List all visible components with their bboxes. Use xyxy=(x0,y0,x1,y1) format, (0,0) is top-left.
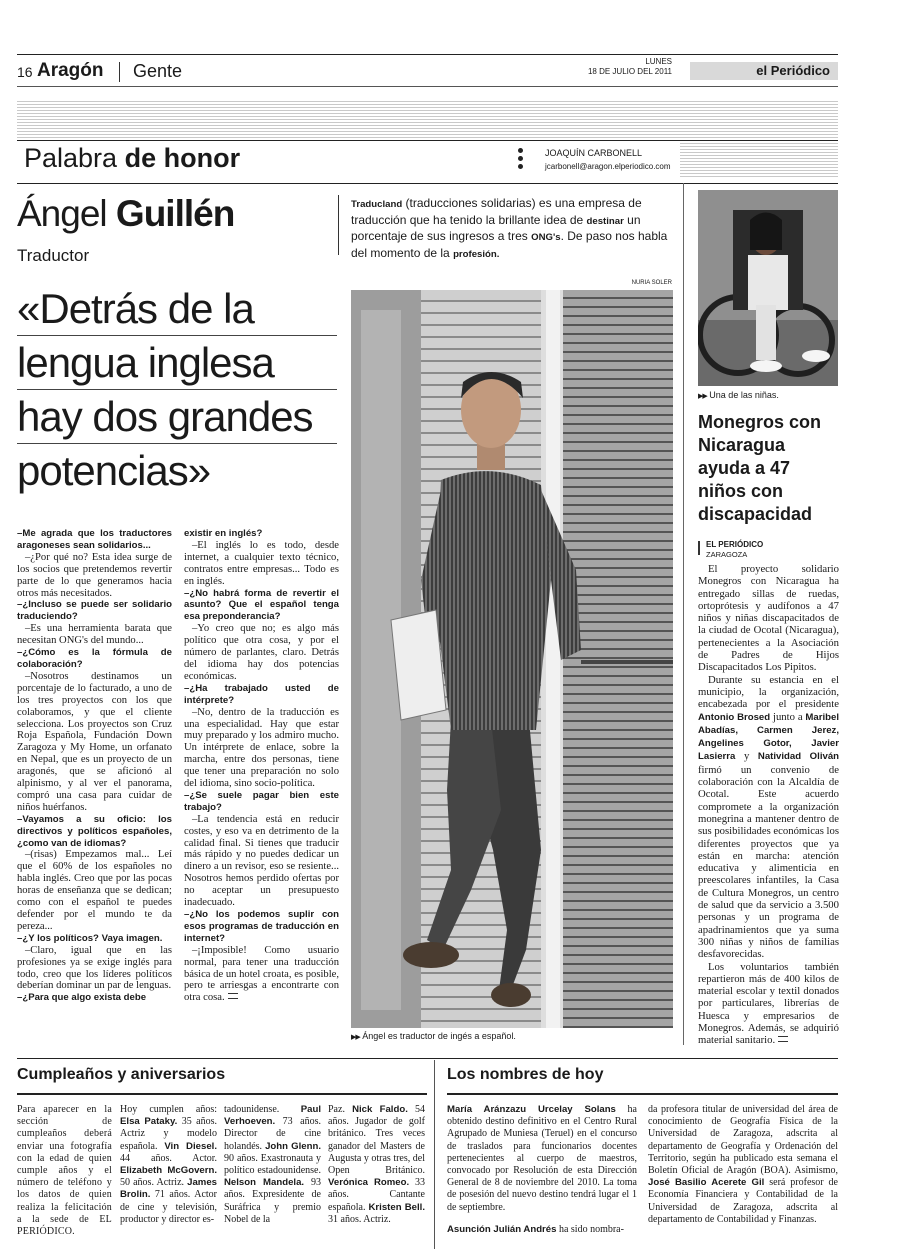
text-run: ha obtenido destino definitivo en el Centro Rural Agrupado de Muniesa (Teruel) en el concurso de traslados para funcionarios docentes pertenecientes al cuerpo de maestros, convocado por Resolución de esta Dirección General de 8 de noviembre del 2010. La toma de posesión del nuevo destino tendrá lugar el 1 de septiembre. xyxy=(447,1104,637,1213)
bold-name: Asunción Julián Andrés xyxy=(447,1223,557,1235)
text-run: . De paso nos habla del momento de la xyxy=(351,229,668,260)
text-run: 33 años. Cantante española. xyxy=(328,1177,425,1213)
interview-column-2 xyxy=(184,528,339,1043)
sidebar-place: ZARAGOZA xyxy=(706,550,748,559)
text-run: un porcentaje de sus ingresos a tres xyxy=(351,212,641,244)
sidebar-photo xyxy=(698,190,838,386)
headline-line-2: lengua inglesa xyxy=(17,337,337,390)
answer: –Yo creo que no; es algo más político que otra cosa, y por el número de parlantes, claro. Detrás del idioma hay dos potencias económicas. xyxy=(184,623,339,682)
bold-name: Nelson Mandela. xyxy=(224,1177,305,1189)
text-run: 44 años. Actor. xyxy=(120,1152,217,1164)
birthdays-intro: Para aparecer en la sección de cumpleaños deberá enviar una fotografía con la edad de quien cumple años y el número de teléfono y los datos de quien realiza la felicitación a la sede de EL PERIÓDICO. xyxy=(17,1104,112,1238)
column-email: jcarbonell@aragon.elperiodico.com xyxy=(545,162,671,171)
section-name: Aragón xyxy=(37,60,104,81)
text-run: 54 años. Jugador de golf británico. Tres veces ganador del Masters de Augusta y otras tres, del Open Británico. xyxy=(328,1104,425,1177)
birthdays-rule xyxy=(17,1093,427,1095)
bottom-divider xyxy=(434,1060,435,1249)
column-title-light: Palabra xyxy=(24,143,118,173)
question: –Me agrada que los traductores aragoneses sean solidarios... xyxy=(17,528,172,551)
birthdays-column-2 xyxy=(120,1104,217,1226)
bold-name: Elizabeth McGovern. xyxy=(120,1165,217,1177)
bold-name: Nick Faldo. xyxy=(352,1104,408,1115)
text-run: 73 años. Director de cine holandés. xyxy=(224,1116,321,1152)
paragraph xyxy=(328,1104,425,1226)
question: –¿Incluso se puede ser solidario traduciendo? xyxy=(17,599,172,623)
sidebar-rule xyxy=(683,183,684,1045)
bold-name: John Glenn. xyxy=(265,1140,322,1152)
last-name: Guillén xyxy=(115,193,235,234)
text-run: junto a xyxy=(770,710,806,723)
text-run: da profesora titular de universidad del área de conocimiento de Geografía Física de la Universidad de Zaragoza, adscrita al departamento de Geografía y Ordenación del Territorio, según ha publicado esta semana el Boletín Oficial de Aragón (BOA). Asimismo, xyxy=(648,1104,838,1177)
names-column-1 xyxy=(447,1104,637,1236)
text-run: Hoy cumplen años: xyxy=(120,1104,217,1115)
paragraph xyxy=(120,1104,217,1226)
main-photo-caption xyxy=(351,1031,673,1041)
headline-line-3: hay dos grandes xyxy=(17,391,337,444)
bold-name: Antonio Brosed xyxy=(698,711,771,723)
text-run: Durante su estancia en el municipio, la organización, encabezada por el presidente xyxy=(698,673,839,711)
intro-rule xyxy=(338,195,339,255)
main-photo-caption-text: Ángel es traductor de ingés a español. xyxy=(362,1031,516,1041)
header-day: LUNES xyxy=(645,57,672,66)
question: –¿Se suele pagar bien este trabajo? xyxy=(184,789,339,813)
sidebar-photo-caption xyxy=(698,390,838,400)
header-hatch xyxy=(17,100,838,140)
text-run: 50 años. Actriz. xyxy=(120,1177,188,1189)
bold-name: María Aránzazu Urcelay Solans xyxy=(447,1104,616,1115)
question: –¿Para que algo exista debe xyxy=(17,992,147,1004)
source-marker xyxy=(698,541,700,555)
sidebar-photo-caption-text: Una de las niñas. xyxy=(709,390,779,400)
main-photo xyxy=(351,290,673,1028)
answer: –La tendencia está en reducir costes, y eso va en detrimento de la calidad final. Si tienes que traducir más rápido y no puedes dedicar un dinero a un revisor, eso se resiente... Nosotros hemos perdido ofertas por no aceptar un presupuesto inadecuado. xyxy=(184,813,339,909)
names-rule xyxy=(447,1093,838,1095)
text-run: 35 años. Actriz y modelo española. xyxy=(120,1116,217,1152)
question: –¿No habrá forma de revertir el asunto? Que el español tenga esa preponderancia? xyxy=(184,587,339,623)
headline-line-4: potencias» xyxy=(17,447,211,494)
paragraph xyxy=(648,1104,838,1226)
bold-name: Maribel Abadías, Carmen Jerez, Angelines Gotor, Javier Lasierra xyxy=(698,711,840,763)
answer: –No, dentro de la traducción es una especialidad. Hay que estar muy preparado y los admiro mucho. Un intérprete de enlace, sobre la marcha, entre dos personas, tiene que tener una preparación no solo del idioma, sino socio-política. xyxy=(184,706,339,790)
question: –¿No los podemos suplir con esos programas de traducción en internet? xyxy=(184,909,339,944)
sidebar-caption-arrow-icon: ▶▶ xyxy=(698,393,707,400)
bold-name: Natividad Oliván xyxy=(757,751,840,763)
paragraph xyxy=(698,961,839,1047)
bold-name: Traducland xyxy=(351,199,403,210)
text-run: 93 años. Expresidente de Suráfrica y premio Nobel de la xyxy=(224,1177,322,1225)
page-number: 16 xyxy=(17,64,33,80)
text-run: y xyxy=(735,750,758,763)
answer: –Es una herramienta barata que necesitan ONG's del mundo... xyxy=(17,623,172,647)
bold-name: profesión. xyxy=(453,248,500,260)
bold-name: Kristen Bell. xyxy=(368,1201,425,1213)
bold-name: destinar xyxy=(586,215,624,227)
bold-name: Vin Diesel. xyxy=(164,1140,217,1152)
paragraph xyxy=(698,563,839,674)
answer: –El inglés lo es todo, desde internet, a cualquier texto técnico, contratos entre empresas... Todo es en inglés. xyxy=(184,539,339,587)
question: –¿Ha trabajado usted de intérprete? xyxy=(184,682,339,706)
bold-name: Verónica Romeo. xyxy=(328,1177,410,1189)
interviewee-name xyxy=(17,193,234,235)
bold-name: Paul Verhoeven. xyxy=(224,1104,321,1128)
text-run: firmó un convenio de colaboración con la Alcaldía de Ocotal. Este acuerdo compromete a la organización monegrina a mantener dentro de sus posibilidades económicas los diferentes proyectos que ya están en marcha: atención educativa y alimenticia en preescolares infantiles, la Casa de Cultura Monegros, un centro de salud que da servicio a 3.500 personas y un programa de apadrinamientos que ya suma 300 niñas y niños de familias desfavorecidas. xyxy=(698,763,839,961)
text-run: 31 años. Actriz. xyxy=(328,1213,391,1225)
newspaper-logo: el Periódico xyxy=(756,63,830,78)
answer: –¿Por qué no? Esta idea surge de los socios que pretendemos revertir parte de lo que generamos hacia otros más necesitados. xyxy=(17,551,172,599)
question: –¿Y los políticos? Vaya imagen. xyxy=(17,932,163,944)
text-run: El proyecto solidario Monegros con Nicaragua ha entregado sillas de ruedas, ortoprótesis y audífonos a 47 niños y niñas discapacitados de la ciudad de Ocotal (Nicaragua), pertenecientes a la Asociación de Padres de Hijos Discapacitados Los Pipitos. xyxy=(698,563,839,674)
text-run: 90 años. Exastronauta y político estadounidense. xyxy=(224,1152,321,1177)
names-title: Los nombres de hoy xyxy=(447,1066,604,1083)
end-mark-icon xyxy=(778,1036,788,1042)
paragraph xyxy=(224,1104,321,1226)
paragraph xyxy=(698,674,839,961)
bold-name: José Basilio Acerete Gil xyxy=(648,1177,765,1189)
sidebar-title: Monegros con Nicaragua ayuda a 47 niños con discapacidad xyxy=(698,412,822,524)
bold-name: Elsa Pataky. xyxy=(120,1116,178,1128)
paragraph xyxy=(351,196,676,262)
question: existir en inglés? xyxy=(184,528,263,539)
dots-icon xyxy=(518,148,523,169)
question: –Vayamos a su oficio: los directivos y políticos españoles, ¿como van de idiomas? xyxy=(17,813,172,849)
paragraph xyxy=(447,1224,637,1236)
bold-name: James Brolin. xyxy=(120,1177,217,1201)
header-date: 18 DE JULIO DEL 2011 xyxy=(587,67,672,76)
interview-column-1 xyxy=(17,528,172,1043)
title-hatch xyxy=(680,143,838,179)
headline-line-1: «Detrás de la xyxy=(17,283,337,336)
birthdays-title: Cumpleaños y aniversarios xyxy=(17,1066,226,1083)
subsection-name: Gente xyxy=(133,61,183,81)
interviewee-role: Traductor xyxy=(17,246,90,265)
text-run: tadounidense. xyxy=(224,1104,301,1115)
photo-credit: NURIA SOLER xyxy=(631,280,672,286)
answer: –(risas) Empezamos mal... Leí que el 60% de los españoles no habla inglés. Creo que por las pocas horas de enseñanza que se dedican; como con el español te puedes defender por el mundo te da pereza... xyxy=(17,849,172,932)
sidebar-body xyxy=(698,563,839,1047)
names-column-2 xyxy=(648,1104,838,1226)
question: –¿Cómo es la fórmula de colaboración? xyxy=(17,647,172,670)
answer: –Claro, igual que en las profesiones ya se exige inglés para todo, creo que los líderes políticos deberían dominar un par de lenguas. xyxy=(17,944,172,992)
text-run: (traducciones solidarias) es una empresa de traducción que ha tenido la brillante idea de xyxy=(351,196,642,227)
end-mark-icon xyxy=(228,993,238,999)
text-run: 71 años. Actor de cine y televisión, productor y director es- xyxy=(120,1189,217,1225)
column-title-bold: de honor xyxy=(124,143,241,173)
answer: –Nosotros destinamos un porcentaje de lo facturado, a uno de los tres proyectos con los que colaboramos, y que el cliente selecciona. Los proyectos son Cruz Roja Española, Fundación Down Zaragoza y My Home, un orfanato en Nepal, que es un proyecto de un aragonés, que se aficionó al alpinismo, y al ver el panorama, compró una casa para cuidar de niños huérfanos. xyxy=(17,670,172,813)
sidebar-source: EL PERIÓDICO xyxy=(706,540,764,549)
column-author: JOAQUÍN CARBONELL xyxy=(545,148,643,158)
text-run: será profesor de Economía Financiera y Contabilidad de la Universidad de Zaragoza, adscrita al departamento de Contabilidad y Finanzas. xyxy=(648,1177,838,1225)
column-title xyxy=(24,143,240,174)
header-divider xyxy=(119,62,120,82)
text-run: Paz. xyxy=(328,1104,353,1115)
paragraph xyxy=(447,1104,637,1214)
birthdays-column-3 xyxy=(224,1104,321,1226)
first-name: Ángel xyxy=(17,193,107,234)
bold-name: ONG's xyxy=(531,232,561,244)
interview-intro xyxy=(351,196,676,262)
birthdays-column-4 xyxy=(328,1104,425,1226)
answer: –¡Imposible! Como usuario normal, para tener una traducción básica de un hotel croata, es posible, pero te arriesgas a encontrarte con otra cosa. xyxy=(184,944,339,1004)
text-run: Los voluntarios también repartieron más de 400 kilos de material escolar y textil donados por particulares, librerías de Huesca y empresarios de Monegros. Además, se adquirió material sanitario. xyxy=(698,960,839,1047)
text-run: ha sido nombra- xyxy=(556,1223,624,1235)
caption-arrow-icon: ▶▶ xyxy=(351,1034,360,1041)
